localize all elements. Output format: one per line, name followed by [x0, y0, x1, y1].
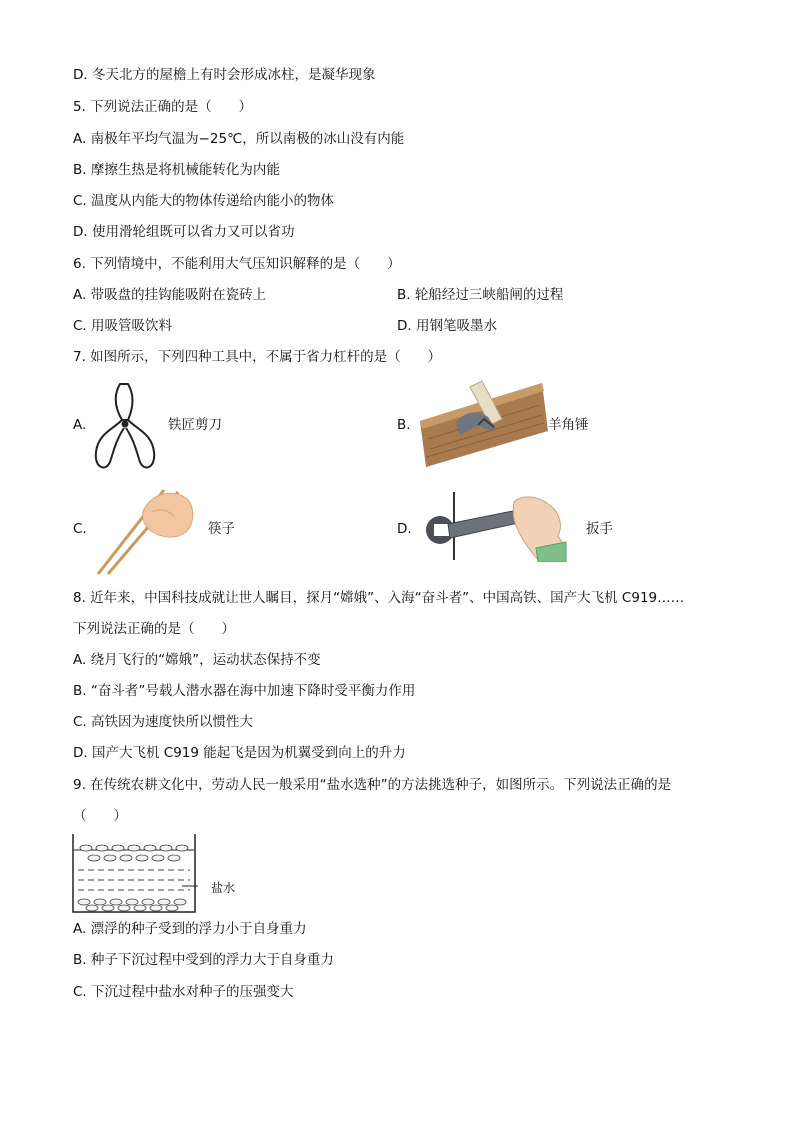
- chopsticks-image: [94, 482, 198, 576]
- q7-option-c-name: 筷子: [208, 521, 235, 537]
- q6-option-c: C. 用吸管吸饮料: [73, 318, 173, 334]
- blacksmith-scissors-image: [92, 380, 158, 476]
- q5-option-d: D. 使用滑轮组既可以省力又可以省功: [73, 224, 295, 240]
- q8-stem-line1: 8. 近年来，中国科技成就让世人瞩目，探月“嫦娥”、入海“奋斗者”、中国高铁、国产大飞机 C919……: [73, 590, 685, 606]
- claw-hammer-image: [420, 379, 550, 469]
- q7-option-d-letter: D.: [397, 521, 412, 537]
- q7-option-a-name: 铁匠剪刀: [168, 417, 222, 433]
- q5-option-a: A. 南极年平均气温为−25℃，所以南极的冰山没有内能: [73, 131, 405, 147]
- q7-option-c-letter: C.: [73, 521, 87, 537]
- q9-stem-line1: 9. 在传统农耕文化中，劳动人民一般采用“盐水选种”的方法挑选种子，如图所示。下列说法正确的是: [73, 777, 672, 793]
- q9-stem-line2: （ ）: [73, 808, 127, 824]
- q6-stem: 6. 下列情境中，不能利用大气压知识解释的是（ ）: [73, 256, 401, 272]
- q9-option-c: C. 下沉过程中盐水对种子的压强变大: [73, 984, 294, 1000]
- q8-option-c: C. 高铁因为速度快所以惯性大: [73, 714, 254, 730]
- q9-option-b: B. 种子下沉过程中受到的浮力大于自身重力: [73, 952, 334, 968]
- q7-option-b-name: 羊角锤: [548, 417, 589, 433]
- q7-option-a-letter: A.: [73, 417, 87, 433]
- q5-option-b: B. 摩擦生热是将机械能转化为内能: [73, 162, 280, 178]
- q7-option-b-letter: B.: [397, 417, 411, 433]
- q9-option-a: A. 漂浮的种子受到的浮力小于自身重力: [73, 921, 307, 937]
- q6-option-b: B. 轮船经过三峡船闸的过程: [397, 287, 564, 303]
- q8-option-b: B. “奋斗者”号载人潜水器在海中加速下降时受平衡力作用: [73, 683, 416, 699]
- salt-water-seed-selection-figure: [72, 834, 198, 914]
- q8-option-a: A. 绕月飞行的“嫦娥”，运动状态保持不变: [73, 652, 321, 668]
- q4-option-d: D. 冬天北方的屋檐上有时会形成冰柱，是凝华现象: [73, 67, 376, 83]
- q5-option-c: C. 温度从内能大的物体传递给内能小的物体: [73, 193, 335, 209]
- salt-water-label: 盐水: [211, 881, 236, 895]
- q6-option-d: D. 用钢笔吸墨水: [397, 318, 497, 334]
- q7-stem: 7. 如图所示，下列四种工具中，不属于省力杠杆的是（ ）: [73, 349, 442, 365]
- q8-option-d: D. 国产大飞机 C919 能起飞是因为机翼受到向上的升力: [73, 745, 406, 761]
- q5-stem: 5. 下列说法正确的是（ ）: [73, 99, 253, 115]
- q8-stem-line2: 下列说法正确的是（ ）: [73, 621, 235, 637]
- q7-option-d-name: 扳手: [586, 521, 613, 537]
- wrench-image: [418, 490, 568, 562]
- q6-option-a: A. 带吸盘的挂钩能吸附在瓷砖上: [73, 287, 267, 303]
